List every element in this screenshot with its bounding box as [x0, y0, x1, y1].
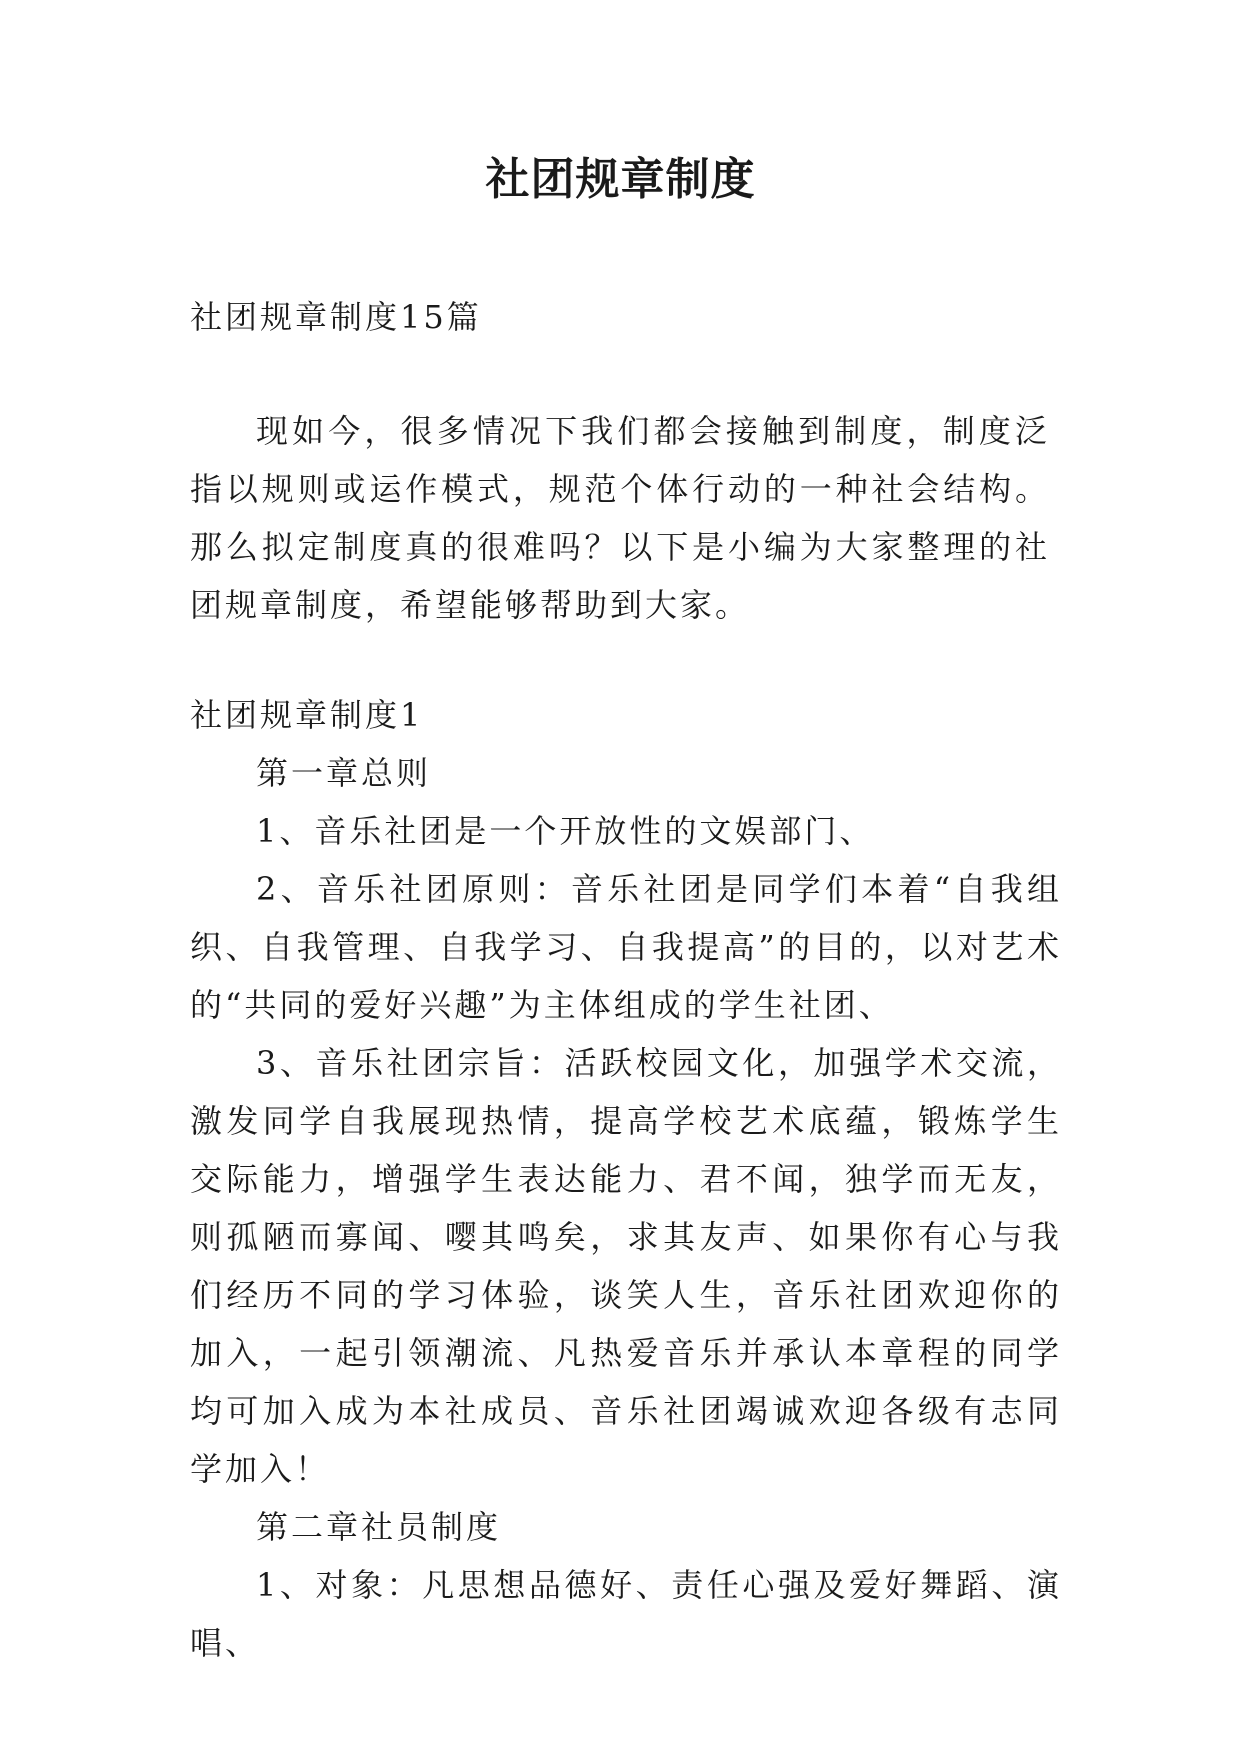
intro-paragraph: 现如今，很多情况下我们都会接触到制度，制度泛指以规则或运作模式，规范个体行动的一种社会结构。那么拟定制度真的很难吗？以下是小编为大家整理的社团规章制度，希望能够帮助到大家。 — [190, 412, 1050, 624]
section-title: 社团规章制度1 — [190, 696, 424, 734]
paragraph: 1、对象：凡思想品德好、责任心强及爱好舞蹈、演唱、 — [190, 1566, 1062, 1662]
document-subtitle: 社团规章制度15篇 — [190, 298, 482, 336]
chapter-heading: 第一章总则 — [256, 754, 432, 792]
chapter-heading: 第二章社员制度 — [256, 1508, 502, 1546]
section-body — [190, 744, 1062, 1672]
document-title: 社团规章制度 — [485, 154, 756, 205]
paragraph: 3、音乐社团宗旨：活跃校园文化，加强学术交流，激发同学自我展现热情，提高学校艺术底蕴，锻炼学生交际能力，增强学生表达能力、君不闻，独学而无友，则孤陋而寡闻、嘤其鸣矣，求其友声、如果你有心与我们经历不同的学习体验，谈笑人生，音乐社团欢迎你的加入，一起引领潮流、凡热爱音乐并承认本章程的同学均可加入成为本社成员、音乐社团竭诚欢迎各级有志同学加入！ — [190, 1044, 1062, 1488]
paragraph: 2、音乐社团原则：音乐社团是同学们本着“自我组织、自我管理、自我学习、自我提高”的目的，以对艺术的“共同的爱好兴趣”为主体组成的学生社团、 — [190, 870, 1062, 1024]
paragraph: 1、音乐社团是一个开放性的文娱部门、 — [256, 812, 875, 850]
